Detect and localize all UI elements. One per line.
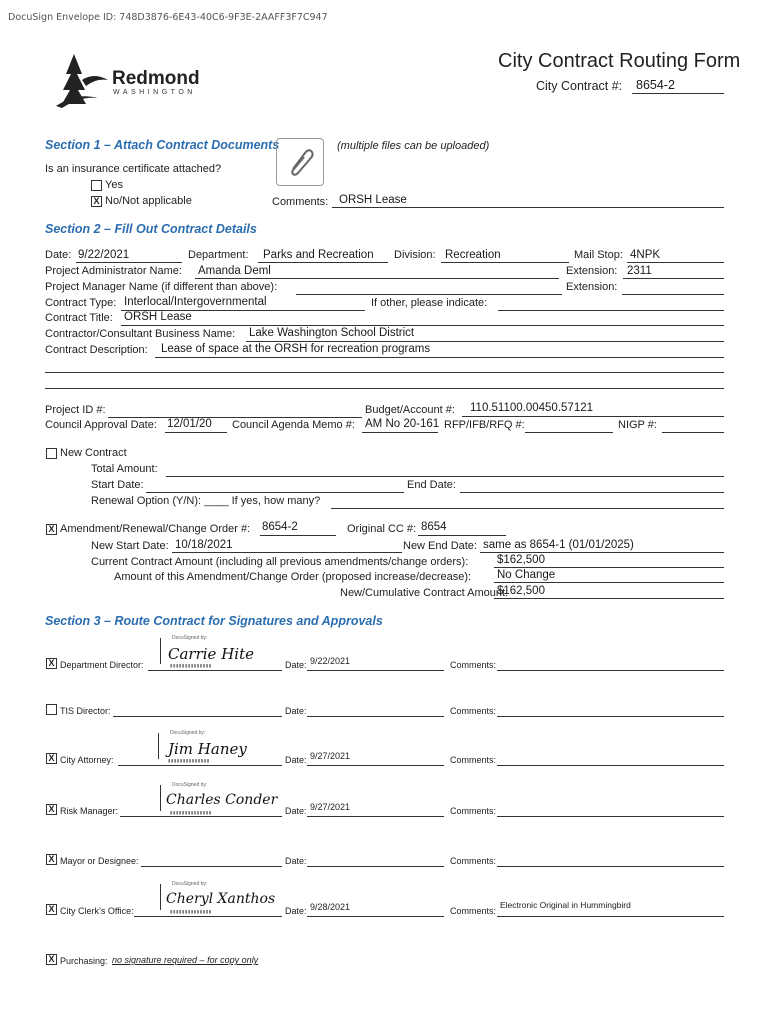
purchasing-value: no signature required – for copy only [112,955,259,965]
dept-director-date[interactable]: 9/22/2021 [310,656,351,666]
this-amount-label: Amount of this Amendment/Change Order (proposed increase/decrease): [114,571,472,583]
new-contract-checkbox[interactable] [46,448,57,459]
project-id-label: Project ID #: [45,404,106,416]
tis-director-checkbox[interactable] [46,704,57,715]
city-clerk-signature[interactable]: Cheryl Xanthos [166,891,276,907]
date-label: Date: [45,249,72,261]
division-value[interactable]: Recreation [445,249,501,261]
mayor-comments-label: Comments: [450,856,497,866]
pm-label: Project Manager Name (if different than above): [45,281,278,293]
ctitle-value[interactable]: ORSH Lease [124,311,192,323]
city-attorney-comments-label: Comments: [450,755,497,765]
dept-director-label: Department Director: [60,660,144,670]
type-label: Contract Type: [45,297,117,309]
risk-manager-date[interactable]: 9/27/2021 [310,802,351,812]
ctitle-label: Contract Title: [45,312,113,324]
amendment-no[interactable]: 8654-2 [262,521,298,533]
city-clerk-date-label: Date: [285,906,307,916]
city-attorney-date-label: Date: [285,755,307,765]
paperclip-icon [277,139,323,185]
insurance-no-checkbox[interactable]: X [91,196,102,207]
mayor-label: Mayor or Designee: [60,856,139,866]
dept-director-signature[interactable]: Carrie Hite [168,645,254,663]
city-clerk-comment[interactable]: Electronic Original in Hummingbird [500,900,631,910]
dept-director-checkbox[interactable]: X [46,658,57,669]
council-label: Council Approval Date: [45,419,157,431]
ext-value[interactable]: 2311 [627,265,652,277]
new-end-label: New End Date: [403,540,477,552]
insurance-no-label: No/Not applicable [105,195,192,207]
purchasing-label: Purchasing: [60,956,108,966]
attach-files-button[interactable] [276,138,324,186]
comments-label: Comments: [272,196,329,208]
nigp-label: NIGP #: [618,419,657,431]
division-label: Division: [394,249,436,261]
cumulative-label: New/Cumulative Contract Amount: [340,587,509,599]
cumulative-value[interactable]: $162,500 [497,585,545,597]
city-clerk-label: City Clerk’s Office: [60,906,134,916]
insurance-yes-label: Yes [105,179,123,191]
type-value[interactable]: Interlocal/Intergovernmental [124,296,267,308]
amendment-label: Amendment/Renewal/Change Order #: [60,523,251,535]
department-value[interactable]: Parks and Recreation [263,249,374,261]
pa-label: Project Administrator Name: [45,265,182,277]
logo-sub: WASHINGTON [113,89,196,96]
this-amount-value[interactable]: No Change [497,569,556,581]
renewal-label: Renewal Option (Y/N): ____ If yes, how many? [91,495,321,507]
risk-manager-date-label: Date: [285,806,307,816]
department-label: Department: [188,249,249,261]
new-contract-label: New Contract [60,447,127,459]
rfp-label: RFP/IFB/RFQ #: [444,419,525,431]
section1-title: Section 1 – Attach Contract Documents [45,138,280,152]
contract-no-label: City Contract #: [536,79,623,93]
upload-note: (multiple files can be uploaded) [337,140,490,152]
tis-director-date-label: Date: [285,706,307,716]
purchasing-checkbox[interactable]: X [46,954,57,965]
risk-manager-checkbox[interactable]: X [46,804,57,815]
ext2-label: Extension: [566,281,618,293]
desc-label: Contract Description: [45,344,148,356]
ext-label: Extension: [566,265,618,277]
contract-no[interactable]: 8654-2 [636,78,675,92]
logo-name: Redmond [112,68,200,89]
budget-value[interactable]: 110.51100.00450.57121 [470,402,594,414]
city-clerk-checkbox[interactable]: X [46,904,57,915]
current-amount-label: Current Contract Amount (including all previous amendments/change orders): [91,556,469,568]
start-label: Start Date: [91,479,144,491]
current-amount-value[interactable]: $162,500 [497,554,545,566]
redmond-logo [52,52,112,111]
tis-director-comments-label: Comments: [450,706,497,716]
business-label: Contractor/Consultant Business Name: [45,328,236,340]
mailstop-label: Mail Stop: [574,249,623,261]
envelope-id: DocuSign Envelope ID: 748D3876-6E43-40C6-9F3E-2AAFF3F7C947 [8,12,328,23]
memo-label: Council Agenda Memo #: [232,419,355,431]
mayor-date-label: Date: [285,856,307,866]
business-value[interactable]: Lake Washington School District [249,327,415,339]
insurance-yes-checkbox[interactable] [91,180,102,191]
city-clerk-date[interactable]: 9/28/2021 [310,902,351,912]
pa-value[interactable]: Amanda Deml [198,265,271,277]
amendment-checkbox[interactable]: X [46,524,57,535]
new-start-label: New Start Date: [91,540,169,552]
dept-director-comments-label: Comments: [450,660,497,670]
council-value[interactable]: 12/01/20 [167,418,212,430]
city-attorney-date[interactable]: 9/27/2021 [310,751,351,761]
original-value[interactable]: 8654 [421,521,447,533]
city-attorney-checkbox[interactable]: X [46,753,57,764]
mayor-checkbox[interactable]: X [46,854,57,865]
budget-label: Budget/Account #: [365,404,455,416]
new-end-value[interactable]: same as 8654-1 (01/01/2025) [483,539,634,551]
other-label: If other, please indicate: [371,297,488,309]
section3-title: Section 3 – Route Contract for Signatures and Approvals [45,614,383,628]
comments-value[interactable]: ORSH Lease [339,194,407,206]
original-label: Original CC #: [347,523,417,535]
memo-value[interactable]: AM No 20-161 [365,418,440,430]
risk-manager-comments-label: Comments: [450,806,497,816]
city-attorney-label: City Attorney: [60,755,114,765]
form-title: City Contract Routing Form [498,50,741,72]
desc-value[interactable]: Lease of space at the ORSH for recreation programs [161,343,431,355]
mailstop-value[interactable]: 4NPK [630,249,661,261]
risk-manager-label: Risk Manager: [60,806,119,816]
section2-title: Section 2 – Fill Out Contract Details [45,222,257,236]
end-label: End Date: [407,479,456,491]
risk-manager-signature[interactable]: Charles Conder [166,792,278,808]
new-start-value[interactable]: 10/18/2021 [175,539,233,551]
dept-director-date-label: Date: [285,660,307,670]
tree-logo-icon [52,52,112,108]
city-attorney-signature[interactable]: Jim Haney [168,740,247,758]
total-label: Total Amount: [91,463,158,475]
tis-director-label: TIS Director: [60,706,111,716]
insurance-question: Is an insurance certificate attached? [45,163,222,175]
date-value[interactable]: 9/22/2021 [78,249,130,261]
city-clerk-comments-label: Comments: [450,906,497,916]
